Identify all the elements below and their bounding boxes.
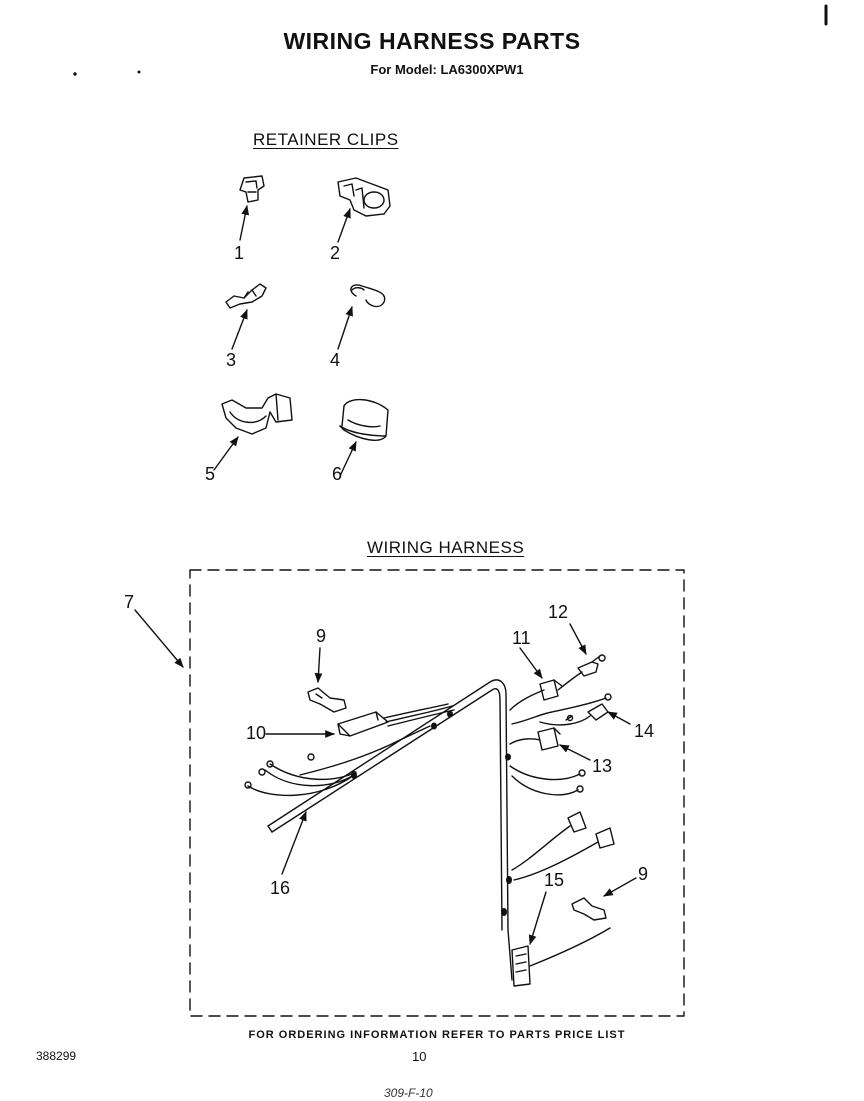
leader-7 [135, 610, 183, 667]
callout-12: 12 [548, 602, 569, 622]
harness-tie-points [351, 711, 512, 917]
branch-13 [510, 739, 540, 744]
leader-9-right [604, 878, 636, 896]
callout-5: 5 [205, 464, 216, 484]
callout-10: 10 [246, 723, 267, 743]
callout-3: 3 [226, 350, 237, 370]
retainer-clip-3 [226, 284, 266, 308]
branch-11 [510, 690, 544, 710]
branch-15 [530, 928, 610, 966]
connector-15 [512, 946, 530, 986]
leader-15 [530, 892, 546, 944]
leader-14 [608, 712, 630, 724]
callout-7: 7 [124, 592, 135, 612]
handwritten-note: 309-F-10 [384, 1086, 433, 1100]
callout-1: 1 [234, 243, 245, 263]
terminal-9-left [308, 688, 346, 712]
callout-2: 2 [330, 243, 341, 263]
callout-11: 11 [512, 628, 531, 648]
connector-lower-2 [596, 828, 614, 848]
terminal-9-right [572, 898, 606, 920]
leader-9-left [318, 648, 320, 682]
callout-6: 6 [332, 464, 343, 484]
leader-12 [570, 624, 586, 654]
connector-10-wires [384, 704, 454, 726]
connector-13 [538, 728, 560, 750]
branch-13-lower-a [510, 766, 580, 780]
model-subtitle: For Model: LA6300XPW1 [370, 62, 524, 77]
branch-12 [558, 672, 582, 690]
retainer-clip-5 [222, 394, 292, 434]
document-number: 388299 [36, 1049, 77, 1063]
leader-5 [214, 437, 238, 470]
connector-lower-1 [568, 812, 586, 832]
leader-1 [240, 206, 247, 240]
callout-9-right: 9 [638, 864, 649, 884]
callout-14: 14 [634, 721, 655, 741]
leader-11 [520, 648, 542, 678]
callout-13: 13 [592, 756, 613, 776]
branch-14 [512, 698, 606, 724]
leader-6 [340, 442, 356, 476]
retainer-clips-heading: RETAINER CLIPS [253, 130, 399, 149]
page-title: WIRING HARNESS PARTS [283, 28, 581, 54]
retainer-clip-1 [240, 176, 264, 202]
leader-16 [282, 812, 306, 874]
retainer-clip-2 [338, 178, 390, 216]
wiring-harness-heading: WIRING HARNESS [367, 538, 525, 557]
page-number: 10 [412, 1049, 427, 1064]
retainer-clip-4 [351, 285, 385, 307]
terminal-12 [578, 655, 605, 676]
leader-2 [338, 209, 350, 242]
leader-3 [232, 310, 247, 349]
leader-13 [560, 745, 590, 760]
branch-lower-1 [512, 826, 570, 870]
ordering-note: FOR ORDERING INFORMATION REFER TO PARTS PRICE LIST [248, 1029, 626, 1041]
callout-16: 16 [270, 878, 291, 898]
connector-10 [338, 712, 388, 736]
callout-4: 4 [330, 350, 341, 370]
callout-15: 15 [544, 870, 565, 890]
callout-9-left: 9 [316, 626, 327, 646]
retainer-clip-6 [340, 400, 388, 441]
leader-4 [338, 307, 352, 349]
